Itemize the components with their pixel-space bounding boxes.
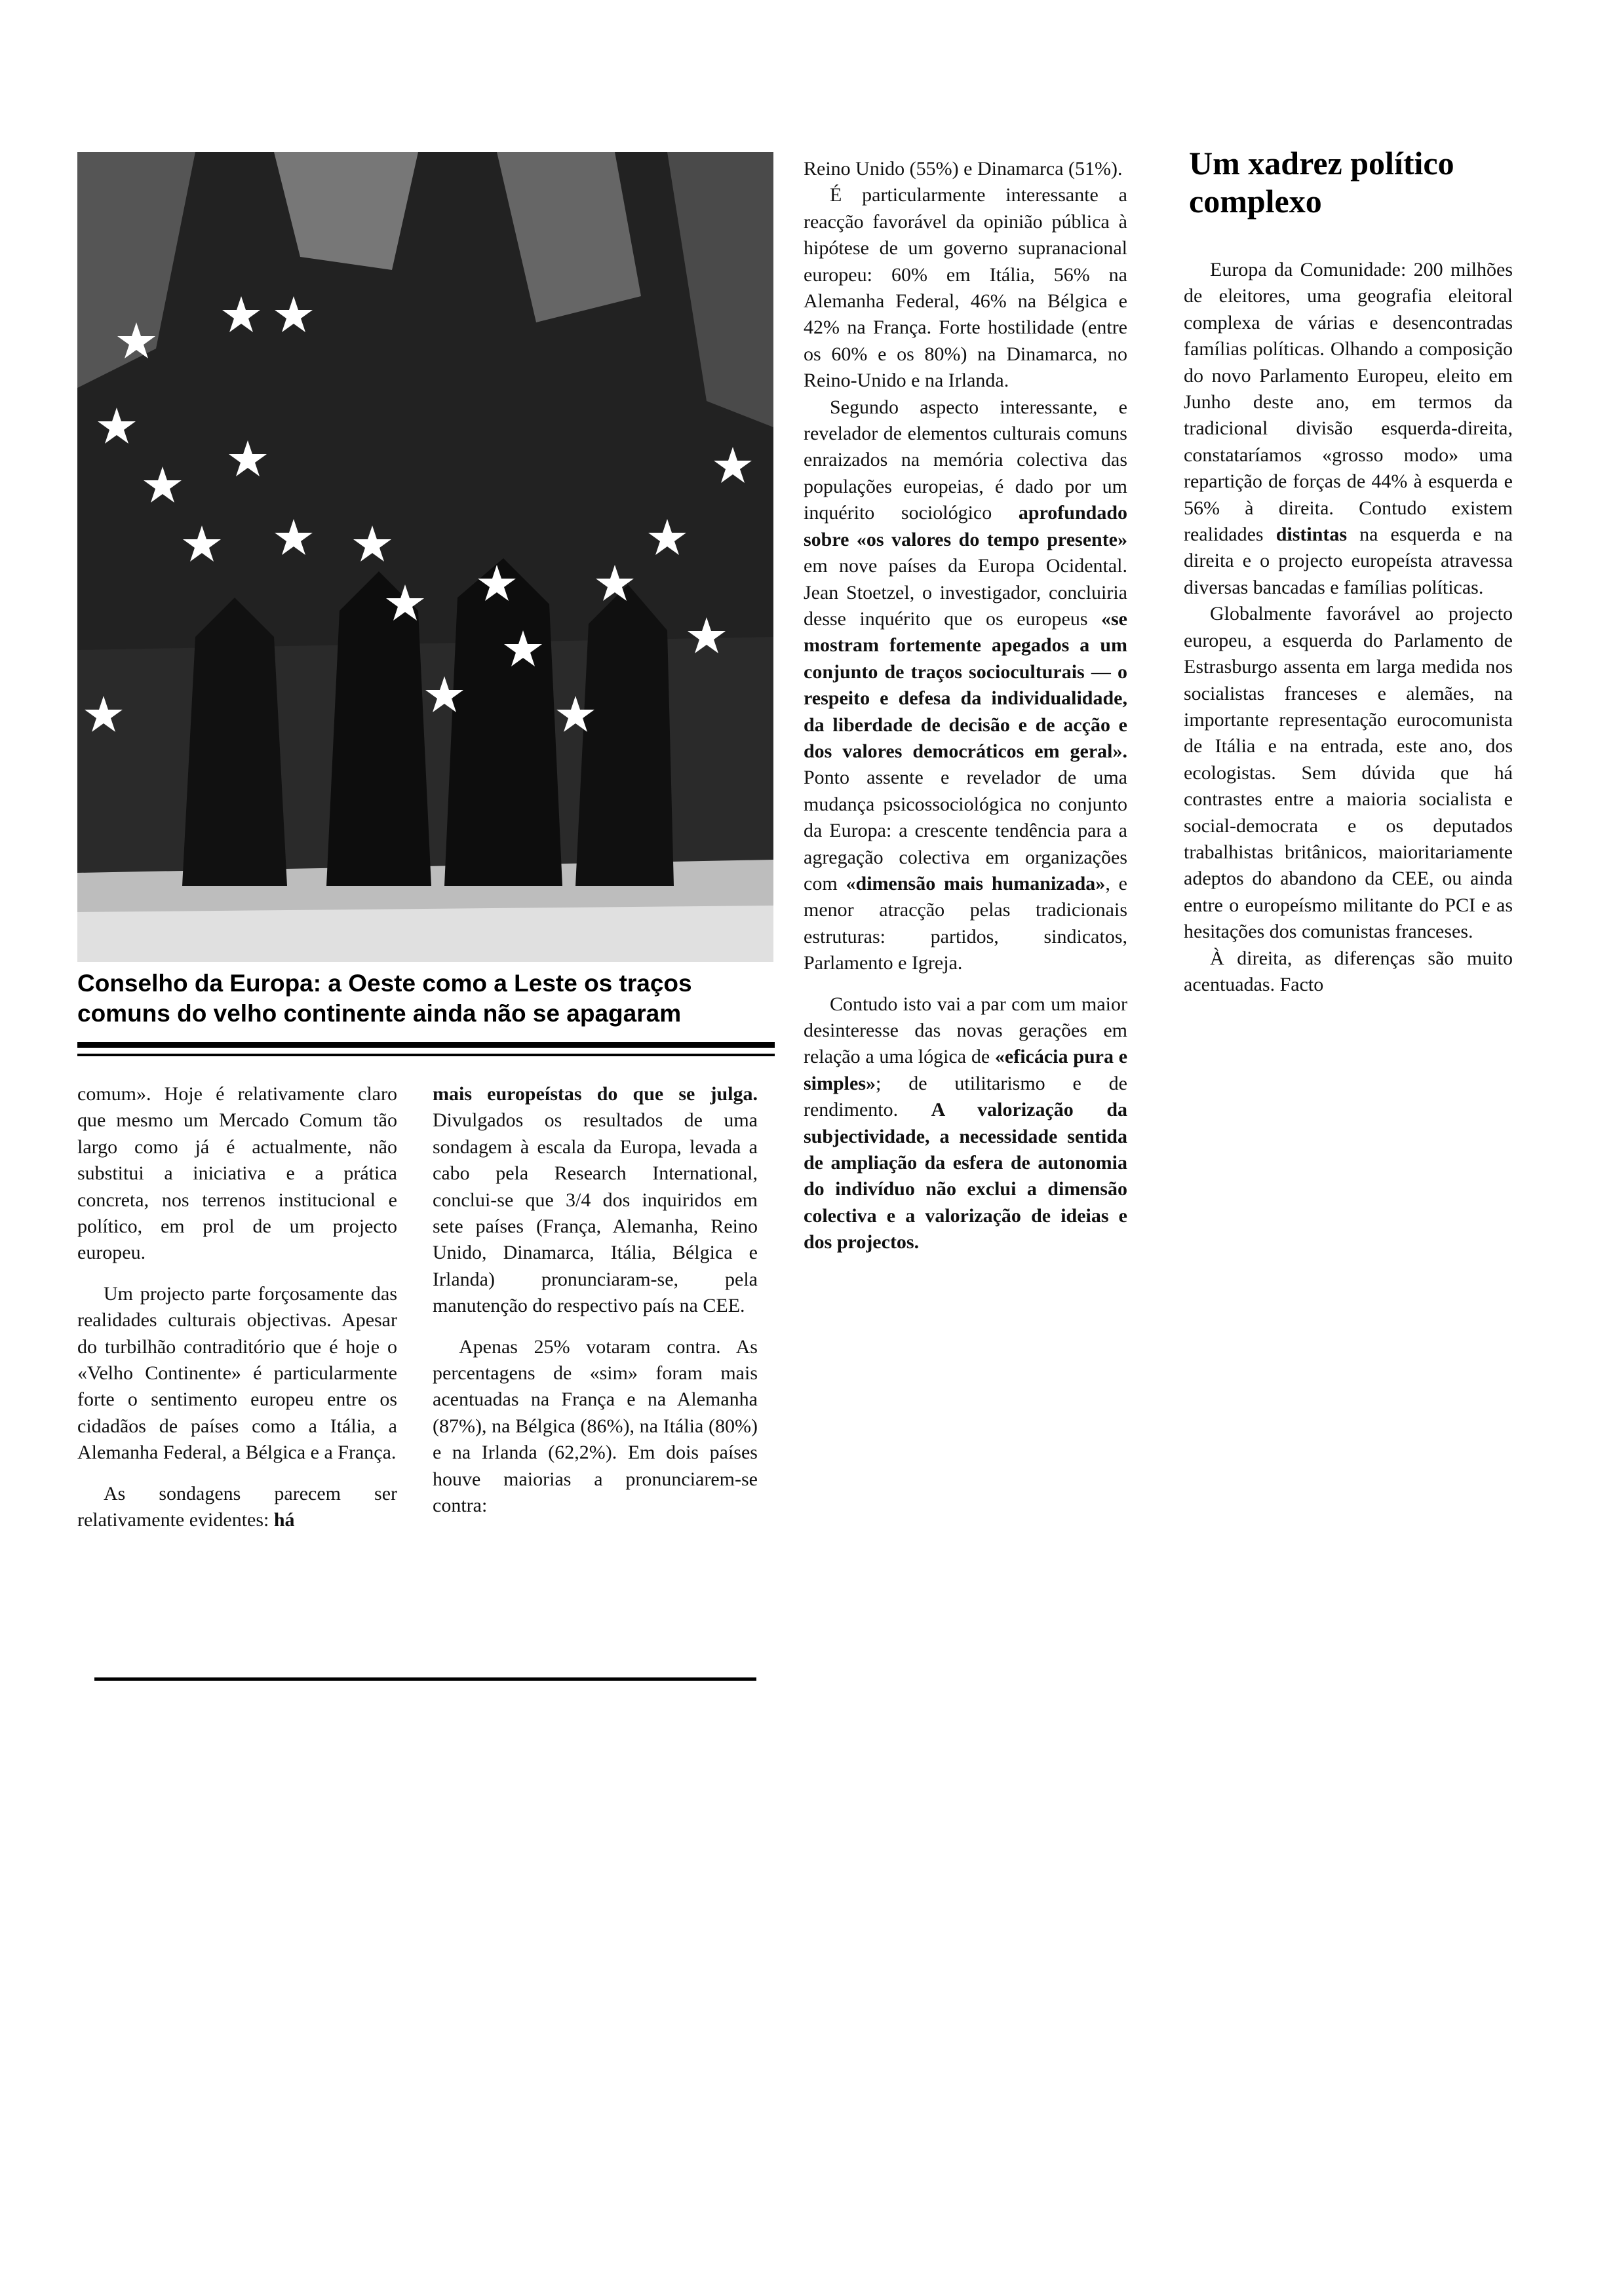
paragraph-text: Divulgados os resultados de uma sondagem à escala da Europa, levada a cabo pela Research International, conclui-se que 3/4 dos inquiridos em sete países (França, Alemanha, Reino Unido, Dinamarca, Itália, Bélgica e Irlanda) pronunciaram-se, pela manutenção do respectivo país na CEE. [433, 1109, 758, 1317]
paragraph: Globalmente favorável ao projecto europeu, a esquerda do Parlamento de Estrasburgo assenta em larga medida nos socialistas franceses e alemães, na importante representação eurocomunista de Itália e na entrada, este ano, dos ecologistas. Sem dúvida que há contrastes entre a maioria socialista e social-democrata e os deputados trabalhistas britânicos, maioritariamente adeptos do abandono da CEE, ou ainda entre o europeísmo militante do PCI e as hesitações dos comunistas franceses. [1184, 603, 1513, 943]
paragraph: Reino Unido (55%) e Dinamarca (51%). [804, 158, 1123, 180]
bold-text: «dimensão mais humanizada» [846, 872, 1106, 894]
paragraph-text: Contudo isto vai a par com um maior desinteresse das novas gerações em relação a uma lógica de [804, 993, 1127, 1068]
paragraph-text: na esquerda e na direita e o projecto europeísta atravessa diversas bancadas e famílias políticas. [1184, 524, 1513, 598]
paragraph-text: Ponto assente e revelador de uma mudança psicossociológica no conjunto da Europa: a crescente tendência para a agregação colectiva em organizações com [804, 767, 1127, 894]
article-column-1 [77, 1081, 397, 1534]
bold-text: mais europeístas do que se julga. [433, 1083, 758, 1105]
paragraph [804, 991, 1127, 1256]
article-column-4 [1184, 257, 1513, 998]
paragraph-text: ; de utilitarismo e de rendimento. [804, 1072, 1127, 1121]
paragraph-text: , e menor atracção pelas tradicionais estruturas: partidos, sindicatos, Parlamento e Igreja. [804, 872, 1127, 974]
paragraph-text: Segundo aspecto interessante, e revelador de elementos culturais comuns enraizados na memória colectiva das populações europeias, é dado por um inquérito sociológico [804, 396, 1127, 524]
paragraph: À direita, as diferenças são muito acentuadas. Facto [1184, 947, 1513, 995]
bold-text: distintas [1275, 524, 1348, 546]
section-title: Um xadrez político complexo [1189, 145, 1454, 220]
paragraph [804, 394, 1127, 977]
bottom-rule [94, 1677, 756, 1681]
paragraph [77, 1481, 397, 1534]
bold-text: A valorização da subjectividade, a necessidade sentida de ampliação da esfera de autonomia do indivíduo não exclui a dimensão colectiva e a valorização de ideias e dos projectos. [804, 1099, 1127, 1253]
paragraph-text: As sondagens parecem ser relativamente evidentes: [77, 1482, 397, 1531]
eu-flag-photo [77, 152, 773, 962]
bold-text: há [273, 1509, 295, 1531]
caption-rule-thick [77, 1042, 775, 1048]
paragraph [433, 1081, 758, 1320]
bold-text: «se mostram fortemente apegados a um conjunto de traços socioculturais — o respeito e defesa da individualidade, da liberdade de decisão e de acção e dos valores democráticos em geral». [804, 607, 1127, 762]
paragraph-text: Europa da Comunidade: 200 milhões de eleitores, uma geografia eleitoral complexa de várias e desencontradas famílias políticas. Olhando a composição do novo Parlamento Europeu, eleito em Junho deste ano, em termos da tradicional divisão esquerda-direita, constataríamos «grosso modo» uma repartição de forças de 44% à esquerda e 56% à direita. Contudo existem realidades [1184, 259, 1513, 546]
article-column-2 [433, 1081, 758, 1520]
bold-text: «eficácia pura e simples» [804, 1046, 1128, 1094]
paragraph: É particularmente interessante a reacção favorável da opinião pública à hipótese de um governo supranacional europeu: 60% em Itália, 56% na Alemanha Federal, 46% na Bélgica e 42% na França. Forte hostilidade (entre os 60% e os 80%) na Dinamarca, no Reino-Unido e na Irlanda. [804, 184, 1127, 392]
paragraph [1184, 257, 1513, 601]
article-column-3 [804, 156, 1127, 1256]
paragraph-text: em nove países da Europa Ocidental. Jean Stoetzel, o investigador, concluiria desse inquérito que os europeus [804, 555, 1127, 630]
caption-rule-thin [77, 1054, 775, 1056]
paragraph: Um projecto parte forçosamente das realidades culturais objectivas. Apesar do turbilhão contraditório que é hoje o «Velho Continente» é particularmente forte o sentimento europeu entre os cidadãos de países como a Itália, a Alemanha Federal, a Bélgica e a França. [77, 1282, 397, 1464]
paragraph: comum». Hoje é relativamente claro que mesmo um Mercado Comum tão largo como já é actualmente, não substitui a iniciativa e a prática concreta, nos terrenos institucional e político, em prol de um projecto europeu. [77, 1083, 397, 1264]
paragraph: Apenas 25% votaram contra. As percentagens de «sim» foram mais acentuadas na França e na Alemanha (87%), na Bélgica (86%), na Itália (80%) e na Irlanda (62,2%). Em dois países houve maiorias a pronunciarem-se contra: [433, 1335, 758, 1517]
photo-caption: Conselho da Europa: a Oeste como a Leste os traços comuns do velho continente ainda não se apagaram [77, 970, 692, 1027]
bold-text: aprofundado sobre «os valores do tempo presente» [804, 502, 1127, 550]
eu-flag-stars-photo-icon [77, 152, 773, 962]
